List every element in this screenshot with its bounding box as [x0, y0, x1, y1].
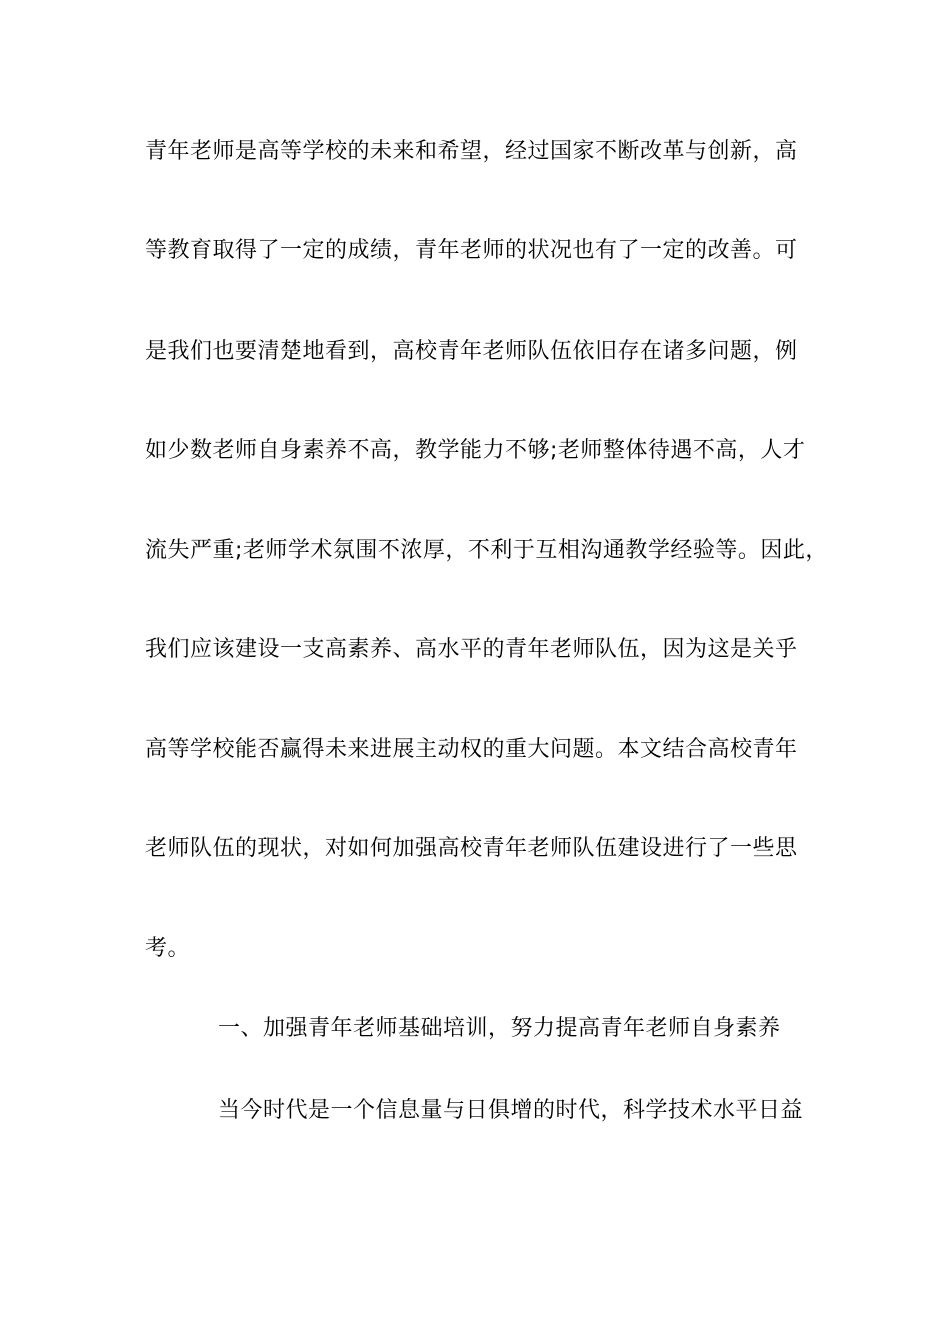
- paragraph-line: 我们应该建设一支高素养、高水平的青年老师队伍，因为这是关乎: [145, 637, 798, 662]
- paragraph-line: 当今时代是一个信息量与日俱增的时代，科学技术水平日益: [218, 1098, 804, 1123]
- paragraph-line: 老师队伍的现状，对如何加强高校青年老师队伍建设进行了一些思: [145, 836, 798, 861]
- paragraph-line: 考。: [145, 936, 191, 961]
- paragraph-line: 是我们也要清楚地看到，高校青年老师队伍依旧存在诸多问题，例: [145, 339, 798, 364]
- paragraph-line: 如少数老师自身素养不高，教学能力不够;老师整体待遇不高，人才: [145, 438, 806, 463]
- paragraph-line: 高等学校能否赢得未来进展主动权的重大问题。本文结合高校青年: [145, 737, 798, 762]
- paragraph-line: 流失严重;老师学术氛围不浓厚，不利于互相沟通教学经验等。因此，: [145, 538, 828, 563]
- section-heading: 一、加强青年老师基础培训，努力提高青年老师自身素养: [218, 1016, 781, 1041]
- paragraph-line: 等教育取得了一定的成绩，青年老师的状况也有了一定的改善。可: [145, 238, 798, 263]
- paragraph-line: 青年老师是高等学校的未来和希望，经过国家不断改革与创新，高: [145, 139, 798, 164]
